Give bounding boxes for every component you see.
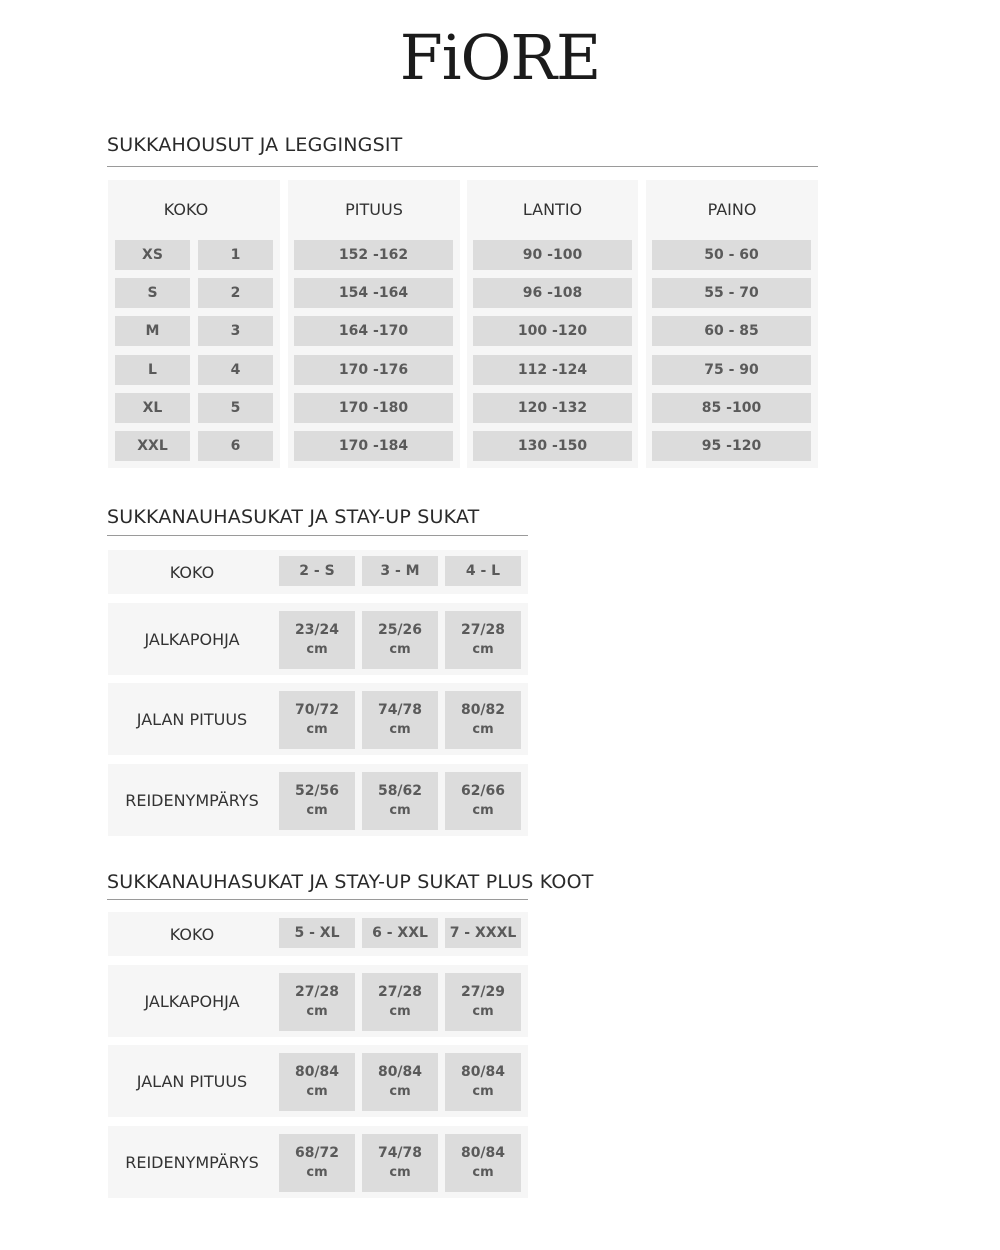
size-number-cell: 3 <box>198 316 273 346</box>
size-header-cell: 4 - L <box>445 556 521 586</box>
weight-cell: 50 - 60 <box>652 240 811 270</box>
measure-unit: cm <box>306 803 328 818</box>
measure-value: 27/28 <box>460 622 506 638</box>
section-title-stayup-plus: SUKKANAUHASUKAT JA STAY-UP SUKAT PLUS KOOT <box>107 871 594 893</box>
size-header-cell: 3 - M <box>362 556 438 586</box>
measure-value: 80/84 <box>294 1064 340 1080</box>
measure-unit: cm <box>389 1165 411 1180</box>
height-cell: 164 -170 <box>294 316 453 346</box>
size-cell: XS <box>115 240 190 270</box>
measure-cell <box>362 772 438 830</box>
measure-row-label: JALKAPOHJA <box>144 991 240 1011</box>
measure-value: 25/26 <box>377 622 423 638</box>
section-divider <box>107 535 528 536</box>
measure-cell <box>279 772 355 830</box>
size-number-cell: 1 <box>198 240 273 270</box>
measure-cell <box>362 1134 438 1192</box>
hip-cell: 96 -108 <box>473 278 632 308</box>
measure-value: 80/84 <box>460 1064 506 1080</box>
measure-unit: cm <box>472 1004 494 1019</box>
measure-value: 74/78 <box>377 1145 423 1161</box>
measure-unit: cm <box>306 1004 328 1019</box>
measure-unit: cm <box>472 803 494 818</box>
size-row-label: KOKO <box>169 562 215 582</box>
hip-cell: 100 -120 <box>473 316 632 346</box>
measure-cell <box>445 772 521 830</box>
measure-unit: cm <box>389 722 411 737</box>
measure-value: 70/72 <box>294 702 340 718</box>
measure-cell <box>362 611 438 669</box>
brand-logo: FiORE <box>399 21 601 94</box>
measure-cell <box>362 973 438 1031</box>
measure-cell <box>279 1134 355 1192</box>
measure-row-label: REIDENYMPÄRYS <box>125 1152 259 1172</box>
measure-cell <box>362 691 438 749</box>
measure-value: 80/82 <box>460 702 506 718</box>
measure-row-label: JALAN PITUUS <box>136 709 248 729</box>
measure-value: 27/28 <box>377 984 423 1000</box>
measure-value: 68/72 <box>294 1145 340 1161</box>
weight-cell: 75 - 90 <box>652 355 811 385</box>
measure-unit: cm <box>389 803 411 818</box>
measure-unit: cm <box>472 1165 494 1180</box>
column-header-koko: KOKO <box>163 200 209 219</box>
size-number-cell: 2 <box>198 278 273 308</box>
measure-cell <box>445 1134 521 1192</box>
measure-unit: cm <box>306 722 328 737</box>
size-number-cell: 6 <box>198 431 273 461</box>
measure-value: 80/84 <box>377 1064 423 1080</box>
measure-value: 52/56 <box>294 783 340 799</box>
section-divider <box>107 899 528 900</box>
measure-unit: cm <box>472 722 494 737</box>
weight-cell: 85 -100 <box>652 393 811 423</box>
measure-unit: cm <box>306 1165 328 1180</box>
section-title-tights: SUKKAHOUSUT JA LEGGINGSIT <box>107 134 403 156</box>
size-header-cell: 5 - XL <box>279 918 355 948</box>
height-cell: 152 -162 <box>294 240 453 270</box>
column-header-paino: PAINO <box>707 200 757 219</box>
column-header-lantio: LANTIO <box>522 200 583 219</box>
measure-unit: cm <box>306 642 328 657</box>
measure-cell <box>445 973 521 1031</box>
hip-cell: 120 -132 <box>473 393 632 423</box>
measure-unit: cm <box>389 1084 411 1099</box>
height-cell: 154 -164 <box>294 278 453 308</box>
size-header-cell: 2 - S <box>279 556 355 586</box>
section-divider <box>107 166 818 167</box>
size-header-cell: 6 - XXL <box>362 918 438 948</box>
height-cell: 170 -184 <box>294 431 453 461</box>
measure-unit: cm <box>472 642 494 657</box>
size-cell: M <box>115 316 190 346</box>
measure-cell <box>279 973 355 1031</box>
size-number-cell: 5 <box>198 393 273 423</box>
weight-cell: 60 - 85 <box>652 316 811 346</box>
measure-unit: cm <box>389 1004 411 1019</box>
size-cell: XXL <box>115 431 190 461</box>
size-cell: L <box>115 355 190 385</box>
section-title-stayup: SUKKANAUHASUKAT JA STAY-UP SUKAT <box>107 506 480 528</box>
measure-value: 58/62 <box>377 783 423 799</box>
measure-value: 23/24 <box>294 622 340 638</box>
weight-cell: 55 - 70 <box>652 278 811 308</box>
measure-value: 27/28 <box>294 984 340 1000</box>
size-cell: XL <box>115 393 190 423</box>
size-cell: S <box>115 278 190 308</box>
measure-value: 27/29 <box>460 984 506 1000</box>
measure-cell <box>445 1053 521 1111</box>
column-header-pituus: PITUUS <box>345 200 403 219</box>
measure-cell <box>445 611 521 669</box>
height-cell: 170 -176 <box>294 355 453 385</box>
measure-row-label: JALAN PITUUS <box>136 1071 248 1091</box>
height-cell: 170 -180 <box>294 393 453 423</box>
size-header-cell: 7 - XXXL <box>445 918 521 948</box>
size-number-cell: 4 <box>198 355 273 385</box>
measure-cell <box>445 691 521 749</box>
weight-cell: 95 -120 <box>652 431 811 461</box>
measure-row-label: REIDENYMPÄRYS <box>125 790 259 810</box>
hip-cell: 130 -150 <box>473 431 632 461</box>
measure-unit: cm <box>306 1084 328 1099</box>
hip-cell: 90 -100 <box>473 240 632 270</box>
measure-value: 62/66 <box>460 783 506 799</box>
hip-cell: 112 -124 <box>473 355 632 385</box>
measure-cell <box>362 1053 438 1111</box>
measure-cell <box>279 691 355 749</box>
measure-cell <box>279 1053 355 1111</box>
measure-row-label: JALKAPOHJA <box>144 629 240 649</box>
measure-unit: cm <box>472 1084 494 1099</box>
measure-value: 74/78 <box>377 702 423 718</box>
size-row-label: KOKO <box>169 924 215 944</box>
measure-unit: cm <box>389 642 411 657</box>
measure-cell <box>279 611 355 669</box>
measure-value: 80/84 <box>460 1145 506 1161</box>
